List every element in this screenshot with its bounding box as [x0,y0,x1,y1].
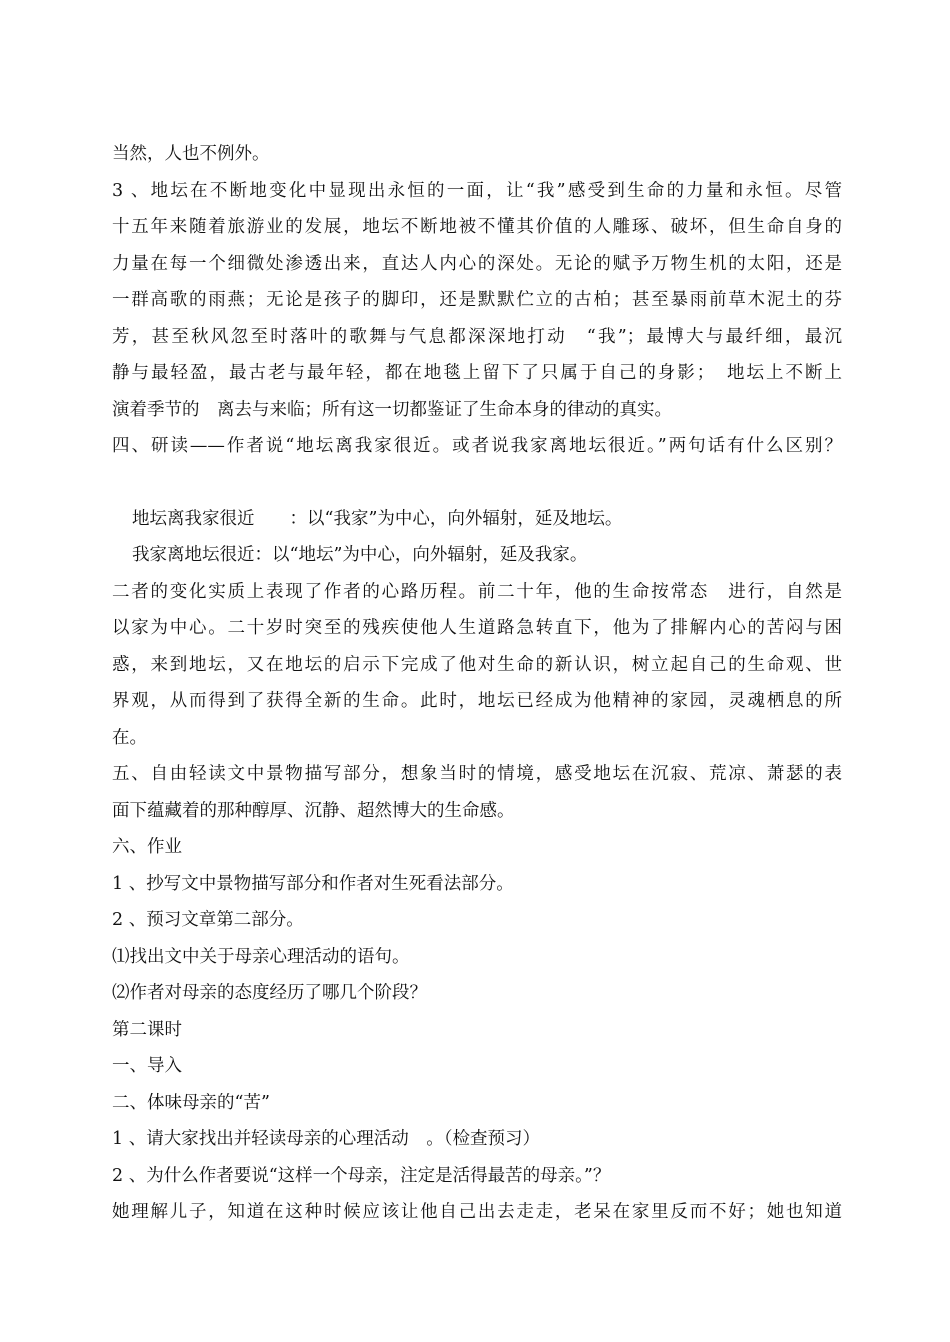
text-line: 芳，甚至秋风忽至时落叶的歌舞与气息都深深地打动 “我”；最博大与最纤细，最沉 [112,326,842,347]
section-heading: 五、自由轻读文中景物描写部分，想象当时的情境，感受地坛在沉寂、荒凉、萧瑟的表 [112,764,842,784]
text-line: 惑，来到地坛，又在地坛的启示下完成了他对生命的新认识，树立起自己的生命观、世 [112,654,842,675]
text-line: 面下蕴藏着的那种醇厚、沉静、超然博大的生命感。 [112,800,515,821]
text-line: 在。 [112,727,147,748]
text-line: 我家离地坛很近：以“地坛”为中心，向外辐射，延及我家。 [132,545,588,565]
text-line: 她理解儿子，知道在这种时候应该让他自己出去走走，老呆在家里反而不好；她也知道 [112,1202,842,1222]
text-line: 3 、地坛在不断地变化中显现出永恒的一面，让“我”感受到生命的力量和永恒。尽管 [112,180,842,201]
list-item: 1 、抄写文中景物描写部分和作者对生死看法部分。 [112,873,514,894]
text-line: 演着季节的 离去与来临；所有这一切都鉴证了生命本身的律动的真实。 [112,399,672,420]
text-line: 力量在每一个细微处渗透出来，直达人内心的深处。无论的赋予万物生机的太阳，还是 [112,253,842,274]
section-heading: 二、体味母亲的“苦” [112,1092,270,1113]
list-item: ⑴找出文中关于母亲心理活动的语句。 [112,946,410,967]
list-item: ⑵作者对母亲的态度经历了哪几个阶段？ [112,983,427,1003]
section-heading: 六、作业 [112,837,182,857]
text-line: 十五年来随着旅游业的发展，地坛不断地被不懂其价值的人雕琢、破坏，但生命自身的 [112,217,842,237]
section-heading: 一、导入 [112,1056,182,1076]
section-heading: 四、研读——作者说“地坛离我家很近。或者说我家离地坛很近。”两句话有什么区别？ [112,436,842,456]
text-line: 当然，人也不例外。 [112,144,270,164]
lesson-heading: 第二课时 [112,1019,182,1040]
text-line: 地坛离我家很近 ：以“我家”为中心，向外辐射，延及地坛。 [132,508,623,529]
text-line: 界观，从而得到了获得全新的生命。此时，地坛已经成为他精神的家园，灵魂栖息的所 [112,691,842,711]
list-item: 2 、为什么作者要说“这样一个母亲，注定是活得最苦的母亲。”？ [112,1165,611,1186]
text-line: 静与最轻盈，最古老与最年轻，都在地毯上留下了只属于自己的身影； 地坛上不断上 [112,363,842,383]
list-item: 2 、预习文章第二部分。 [112,910,304,930]
text-line: 二者的变化实质上表现了作者的心路历程。前二十年，他的生命按常态 进行，自然是 [112,581,842,602]
list-item: 1 、请大家找出并轻读母亲的心理活动 。（检查预习） [112,1129,540,1149]
blank-space [112,465,842,501]
text-line: 一群高歌的雨燕；无论是孩子的脚印，还是默默伫立的古柏；甚至暴雨前草木泥土的芬 [112,290,842,310]
text-line: 以家为中心。二十岁时突至的残疾使他人生道路急转直下，他为了排解内心的苦闷与困 [112,618,842,638]
document-body [112,136,842,1231]
